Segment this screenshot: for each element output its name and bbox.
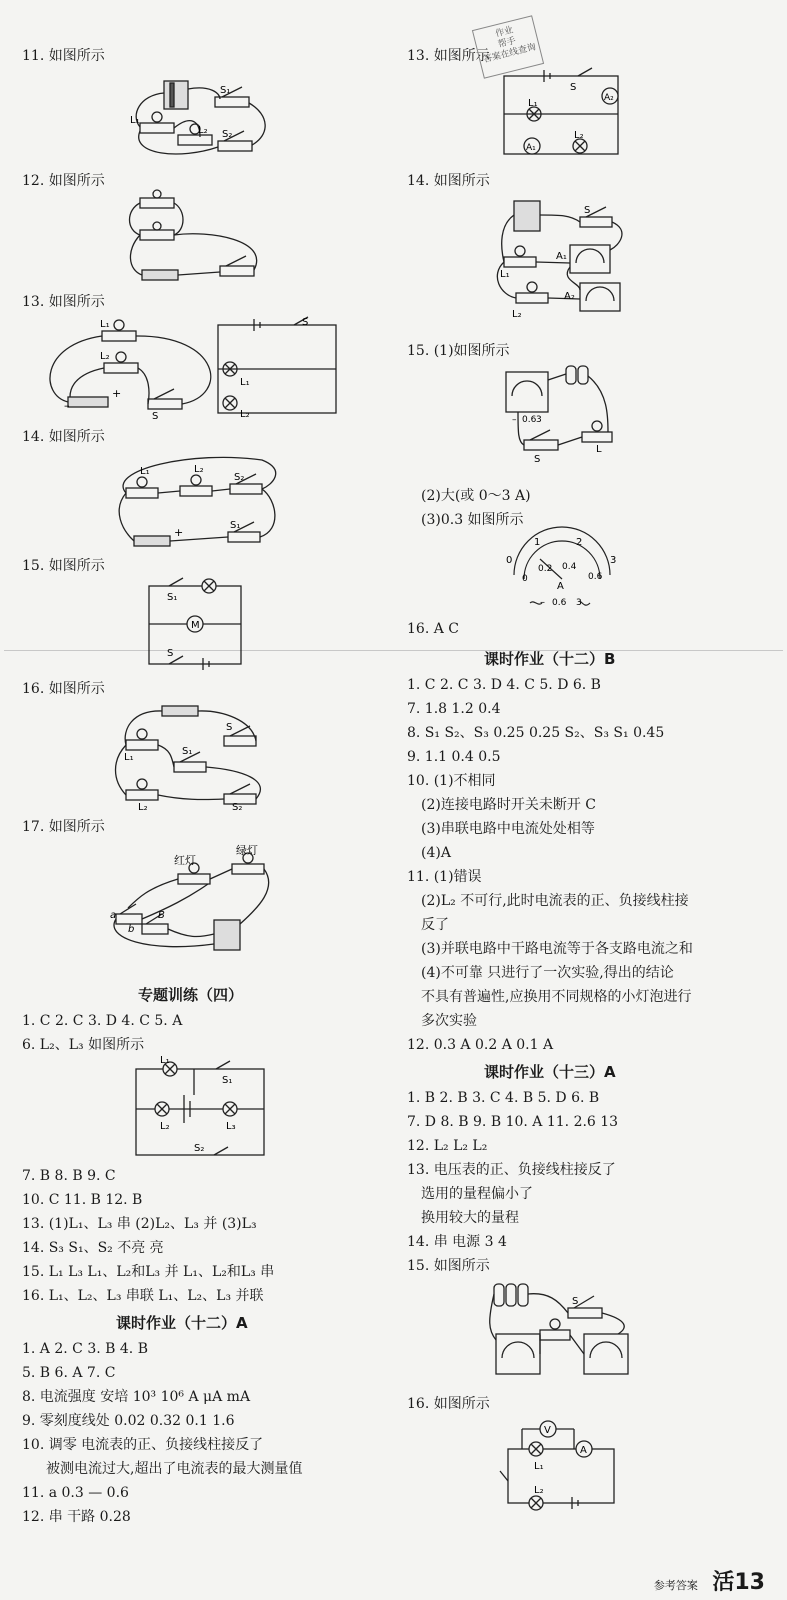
left-answer-line: 10. 调零 电流表的正、负接线柱接反了 bbox=[22, 1437, 264, 1453]
left-answer-line: 10. C 11. B 12. B bbox=[22, 1192, 143, 1208]
right-answer-line: 反了 bbox=[421, 917, 449, 933]
svg-text:B: B bbox=[158, 910, 165, 921]
heading-special-training-4: 专题训练（四） bbox=[138, 986, 244, 1004]
svg-text:S₁: S₁ bbox=[230, 520, 241, 531]
left-answer-line: 7. B 8. B 9. C bbox=[22, 1168, 116, 1184]
right-answer-line: 8. S₁ S₂、S₃ 0.25 0.25 S₂、S₃ S₁ 0.45 bbox=[407, 725, 665, 741]
heading-lesson-12a: 课时作业（十二）A bbox=[116, 1314, 248, 1332]
svg-text:b: b bbox=[128, 924, 135, 935]
svg-text:V: V bbox=[544, 1425, 551, 1436]
right-answer-line: 1. C 2. C 3. D 4. C 5. D 6. B bbox=[407, 677, 601, 693]
svg-text:A: A bbox=[557, 581, 564, 592]
figure-left-special-6 bbox=[130, 1055, 270, 1165]
svg-text:L₁: L₁ bbox=[100, 319, 110, 330]
figure-left-11 bbox=[120, 75, 280, 165]
heading-lesson-12b: 课时作业（十二）B bbox=[484, 650, 616, 668]
right-answer-line: 14. 如图所示 bbox=[407, 173, 490, 189]
svg-text:S: S bbox=[302, 317, 309, 328]
right-answer-line: 换用较大的量程 bbox=[421, 1210, 519, 1226]
right-answer-line: 10. (1)不相同 bbox=[407, 773, 496, 789]
left-answer-line: 8. 电流强度 安培 10³ 10⁶ A μA mA bbox=[22, 1389, 251, 1405]
figure-right-13a-15 bbox=[488, 1280, 638, 1385]
svg-text:S: S bbox=[572, 1296, 579, 1307]
svg-text:3: 3 bbox=[576, 598, 582, 608]
svg-text:L₁: L₁ bbox=[130, 115, 140, 126]
svg-text:A₂: A₂ bbox=[604, 93, 614, 103]
right-answer-line: 15. 如图所示 bbox=[407, 1258, 490, 1274]
right-answer-line: 16. A C bbox=[407, 621, 459, 637]
svg-text:L₁: L₁ bbox=[240, 377, 250, 388]
svg-text:–: – bbox=[64, 399, 70, 412]
svg-text:S₂: S₂ bbox=[194, 1143, 205, 1154]
page-number: 活13 bbox=[712, 1570, 765, 1595]
left-answer-line: 15. L₁ L₃ L₁、L₂和L₃ 并 L₁、L₂和L₃ 串 bbox=[22, 1264, 275, 1280]
svg-text:L: L bbox=[596, 444, 602, 455]
svg-text:S: S bbox=[584, 205, 591, 216]
svg-text:L₂: L₂ bbox=[194, 464, 204, 475]
figure-right-15-1 bbox=[498, 362, 618, 472]
svg-text:S₁: S₁ bbox=[222, 1075, 233, 1086]
right-answer-line: (4)不可靠 只进行了一次实验,得出的结论 bbox=[421, 965, 674, 981]
svg-text:A₁: A₁ bbox=[556, 251, 567, 262]
svg-text:S₂: S₂ bbox=[222, 129, 233, 140]
footer-label: 参考答案 bbox=[653, 1579, 698, 1592]
left-answer-line: 12. 串 干路 0.28 bbox=[22, 1509, 131, 1525]
figure-right-15-3-dial bbox=[500, 533, 620, 613]
svg-text:S₁: S₁ bbox=[220, 85, 231, 96]
svg-text:+: + bbox=[174, 526, 184, 539]
right-answer-line: (2)大(或 0～3 A) bbox=[421, 488, 531, 504]
svg-text:L₂: L₂ bbox=[138, 802, 148, 813]
svg-text:S₂: S₂ bbox=[234, 472, 245, 483]
svg-text:0: 0 bbox=[522, 574, 528, 584]
left-answer-line: 被测电流过大,超出了电流表的最大测量值 bbox=[46, 1461, 303, 1477]
svg-text:0: 0 bbox=[506, 555, 513, 566]
svg-text:L₃: L₃ bbox=[226, 1121, 236, 1132]
svg-text:A: A bbox=[580, 1445, 587, 1456]
left-answer-line: 11. a 0.3 — 0.6 bbox=[22, 1485, 129, 1501]
right-answer-line: 14. 串 电源 3 4 bbox=[407, 1234, 507, 1250]
left-answer-line: 11. 如图所示 bbox=[22, 48, 105, 64]
stamp: 作业 帮手 答案在线查询 bbox=[472, 15, 544, 79]
svg-text:S₂: S₂ bbox=[232, 802, 243, 813]
svg-text:+: + bbox=[112, 387, 122, 400]
left-answer-line: 13. (1)L₁、L₃ 串 (2)L₂、L₃ 并 (3)L₃ bbox=[22, 1216, 257, 1232]
svg-text:A₁: A₁ bbox=[526, 143, 536, 153]
svg-text:1: 1 bbox=[534, 537, 541, 548]
right-answer-line: (3)0.3 如图所示 bbox=[421, 512, 524, 528]
svg-text:S: S bbox=[534, 454, 541, 465]
svg-text:L₁: L₁ bbox=[528, 98, 538, 109]
left-answer-line: 16. L₁、L₂、L₃ 串联 L₁、L₂、L₃ 并联 bbox=[22, 1288, 264, 1304]
figure-left-17 bbox=[108, 838, 268, 953]
heading-lesson-13a: 课时作业（十三）A bbox=[484, 1063, 616, 1081]
svg-text:M: M bbox=[191, 620, 200, 631]
right-answer-line: (3)并联电路中干路电流等于各支路电流之和 bbox=[421, 941, 693, 957]
svg-text:红灯: 红灯 bbox=[174, 854, 196, 867]
figure-right-13a-16 bbox=[492, 1415, 622, 1510]
svg-text:S₁: S₁ bbox=[182, 746, 193, 757]
right-answer-line: 9. 1.1 0.4 0.5 bbox=[407, 749, 501, 765]
figure-left-15 bbox=[145, 578, 245, 668]
right-answer-line: 16. 如图所示 bbox=[407, 1396, 490, 1412]
right-answer-line: (4)A bbox=[421, 845, 451, 861]
svg-text:L₁: L₁ bbox=[534, 1461, 544, 1472]
figure-left-16 bbox=[112, 700, 272, 813]
svg-text:S: S bbox=[226, 722, 233, 733]
svg-text:0.6: 0.6 bbox=[588, 572, 603, 582]
svg-text:L₂: L₂ bbox=[198, 125, 208, 136]
left-answer-line: 6. L₂、L₃ 如图所示 bbox=[22, 1037, 145, 1053]
left-answer-line: 17. 如图所示 bbox=[22, 819, 105, 835]
svg-text:L₁: L₁ bbox=[500, 269, 510, 280]
svg-text:L₂: L₂ bbox=[574, 130, 584, 141]
svg-text:2: 2 bbox=[576, 537, 583, 548]
svg-text:L₂: L₂ bbox=[240, 409, 250, 420]
left-answer-line: 1. C 2. C 3. D 4. C 5. A bbox=[22, 1013, 183, 1029]
svg-text:3: 3 bbox=[536, 415, 542, 425]
svg-text:L₂: L₂ bbox=[512, 309, 522, 320]
svg-text:S: S bbox=[570, 82, 577, 93]
figure-right-14 bbox=[490, 195, 630, 325]
right-answer-line: 11. (1)错误 bbox=[407, 869, 482, 885]
svg-text:–: – bbox=[512, 415, 517, 425]
svg-text:0.4: 0.4 bbox=[562, 562, 577, 572]
right-answer-line: 7. 1.8 1.2 0.4 bbox=[407, 701, 501, 717]
left-answer-line: 13. 如图所示 bbox=[22, 294, 105, 310]
figure-right-13 bbox=[498, 68, 628, 158]
svg-text:L₁: L₁ bbox=[140, 466, 150, 477]
left-answer-line: 14. S₃ S₁、S₂ 不亮 亮 bbox=[22, 1240, 164, 1256]
right-answer-line: 7. D 8. B 9. B 10. A 11. 2.6 13 bbox=[407, 1114, 619, 1130]
left-answer-line: 16. 如图所示 bbox=[22, 681, 105, 697]
svg-text:L₂: L₂ bbox=[160, 1121, 170, 1132]
svg-text:0.2: 0.2 bbox=[538, 564, 553, 574]
svg-text:L₂: L₂ bbox=[534, 1485, 544, 1496]
right-answer-line: (2)L₂ 不可行,此时电流表的正、负接线柱接 bbox=[421, 893, 689, 909]
svg-text:S: S bbox=[167, 648, 174, 659]
page-fold-divider bbox=[4, 650, 783, 651]
left-answer-line: 12. 如图所示 bbox=[22, 173, 105, 189]
svg-text:L₁: L₁ bbox=[160, 1055, 170, 1066]
right-answer-line: 15. (1)如图所示 bbox=[407, 343, 510, 359]
svg-text:S: S bbox=[152, 411, 159, 422]
right-answer-line: (3)串联电路中电流处处相等 bbox=[421, 821, 595, 837]
right-answer-line: 13. 如图所示 bbox=[407, 48, 490, 64]
left-answer-line: 1. A 2. C 3. B 4. B bbox=[22, 1341, 148, 1357]
right-answer-line: 12. 0.3 A 0.2 A 0.1 A bbox=[407, 1037, 554, 1053]
right-answer-line: 多次实验 bbox=[421, 1013, 477, 1029]
right-answer-line: 不具有普遍性,应换用不同规格的小灯泡进行 bbox=[421, 989, 692, 1005]
figure-left-12 bbox=[120, 190, 280, 290]
svg-text:0.6: 0.6 bbox=[552, 598, 567, 608]
right-answer-line: 1. B 2. B 3. C 4. B 5. D 6. B bbox=[407, 1090, 600, 1106]
right-answer-line: 13. 电压表的正、负接线柱接反了 bbox=[407, 1162, 616, 1178]
left-answer-line: 15. 如图所示 bbox=[22, 558, 105, 574]
svg-text:L₁: L₁ bbox=[124, 752, 134, 763]
left-answer-line: 5. B 6. A 7. C bbox=[22, 1365, 116, 1381]
svg-text:绿灯: 绿灯 bbox=[236, 844, 258, 857]
svg-text:S₁: S₁ bbox=[167, 592, 178, 603]
figure-left-14 bbox=[112, 450, 282, 550]
right-answer-line: 12. L₂ L₂ L₂ bbox=[407, 1138, 488, 1154]
right-answer-line: (2)连接电路时开关未断开 C bbox=[421, 797, 596, 813]
svg-text:A₂: A₂ bbox=[564, 291, 575, 302]
figure-left-13 bbox=[40, 315, 350, 422]
left-answer-line: 9. 零刻度线处 0.02 0.32 0.1 1.6 bbox=[22, 1413, 235, 1429]
left-answer-line: 14. 如图所示 bbox=[22, 429, 105, 445]
right-answer-line: 选用的量程偏小了 bbox=[421, 1186, 533, 1202]
svg-text:–: – bbox=[540, 597, 545, 608]
page-footer bbox=[654, 1565, 765, 1596]
svg-text:3: 3 bbox=[610, 555, 617, 566]
svg-text:a: a bbox=[110, 910, 117, 921]
svg-text:L₂: L₂ bbox=[100, 351, 110, 362]
svg-text:0.6: 0.6 bbox=[522, 415, 537, 425]
